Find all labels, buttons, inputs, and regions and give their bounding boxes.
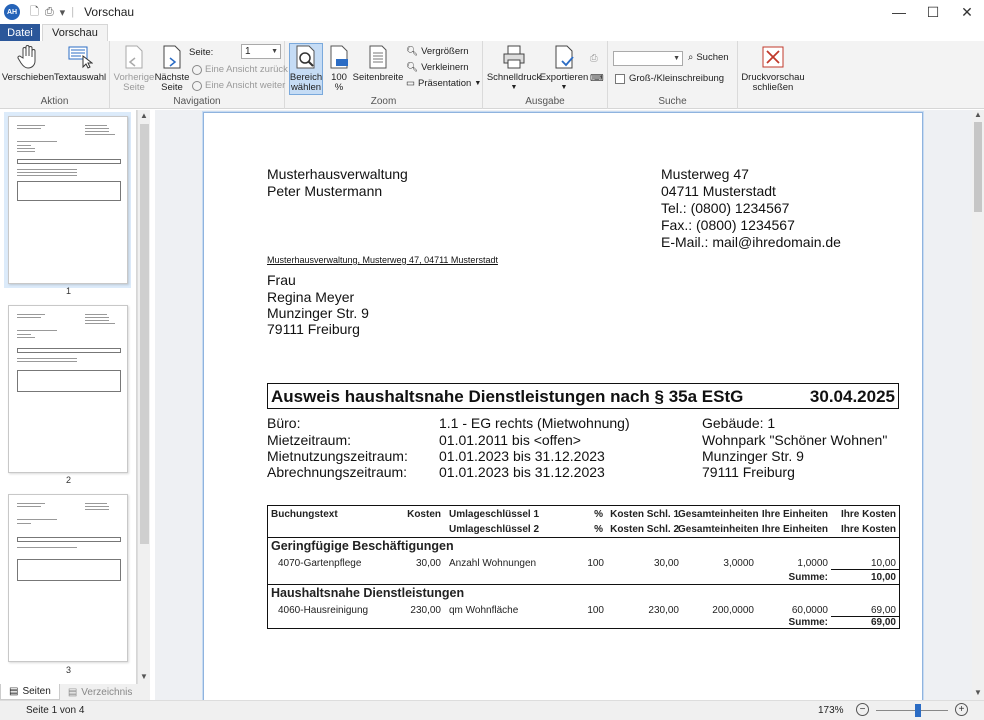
row-kosten-schl: 30,00: [653, 558, 679, 569]
quick-access-toolbar: 🗋 ⎙ ▾ |: [30, 3, 74, 22]
recipient-street: Munzinger Str. 9: [267, 305, 369, 321]
seite-label: Seite:: [189, 47, 214, 58]
preview-area[interactable]: [155, 110, 972, 700]
zoom-in-icon: 🔍︎: [406, 46, 419, 57]
printer-icon: [501, 44, 527, 70]
scroll-down-icon[interactable]: ▼: [974, 688, 982, 697]
print-icon[interactable]: ⎙: [44, 5, 54, 18]
section-title: Geringfügige Beschäftigungen: [271, 539, 454, 553]
group-label-aktion: Aktion: [40, 96, 69, 107]
seite-combo[interactable]: 1 ▼: [241, 44, 281, 59]
th-kosten: Kosten: [407, 509, 441, 520]
row-kosten: 30,00: [415, 558, 441, 569]
sender-name: Musterhausverwaltung: [267, 166, 408, 182]
window-title: Vorschau: [84, 5, 135, 19]
section-separator: [268, 584, 899, 585]
row-umlage: Anzahl Wohnungen: [449, 558, 537, 569]
vorherige-seite-button[interactable]: Vorherige Seite: [114, 44, 154, 93]
row-ihre-einheiten: 60,0000: [791, 605, 828, 616]
group-suche: [608, 41, 738, 109]
vergroessern-button[interactable]: 🔍︎ Vergrößern: [406, 46, 469, 57]
suchen-button[interactable]: ⌕ Suchen: [688, 52, 729, 63]
search-input[interactable]: [613, 51, 683, 66]
group-close: [738, 41, 808, 109]
page-width-icon: [365, 44, 391, 70]
row-kosten-schl: 230,00: [648, 605, 679, 616]
close-window-icon[interactable]: ✕: [961, 3, 973, 20]
row-gesamt: 3,0000: [723, 558, 754, 569]
info-value-mietzeitraum: 01.01.2011 bis <offen>: [439, 432, 581, 448]
toc-icon: ▤: [67, 686, 78, 698]
thumbnail-page-1[interactable]: [8, 116, 128, 284]
chevron-down-icon: ▼: [560, 84, 568, 91]
zoom-slider-track[interactable]: [876, 710, 948, 711]
qat-dropdown-icon[interactable]: ▾: [59, 6, 66, 19]
section-title: Haushaltsnahe Dienstleistungen: [271, 586, 465, 600]
info-object-street: Munzinger Str. 9: [702, 448, 804, 464]
th-kosten-schl2: Kosten Schl. 2: [610, 524, 679, 535]
th-percent2: %: [594, 524, 603, 535]
recipient-city: 79111 Freiburg: [267, 321, 360, 337]
scroll-up-icon[interactable]: ▲: [974, 110, 982, 119]
th-gesamt1: Gesamteinheiten: [678, 509, 759, 520]
schnelldruck-button[interactable]: Schnelldruck ▼: [487, 44, 541, 93]
chevron-down-icon: ▼: [271, 48, 278, 55]
new-document-icon[interactable]: 🗋: [30, 5, 39, 18]
seitenbreite-button[interactable]: Seitenbreite: [353, 44, 403, 83]
info-value-buero: 1.1 - EG rechts (Mietwohnung): [439, 415, 630, 431]
zoom-slider-knob[interactable]: [915, 704, 921, 717]
document-date: 30.04.2025: [809, 387, 895, 406]
window-controls: [882, 0, 984, 24]
sender-return-line: Musterhausverwaltung, Musterweg 47, 04711 Musterstadt: [267, 255, 498, 265]
sender-fax: Fax.: (0800) 1234567: [661, 217, 795, 233]
th-percent1: %: [594, 509, 603, 520]
row-buchungstext: 4070-Gartenpflege: [278, 558, 362, 569]
info-label-buero: Büro:: [267, 415, 301, 431]
scroll-thumb[interactable]: [974, 122, 982, 212]
chevron-down-icon: ▼: [510, 84, 518, 91]
status-bar: [0, 700, 984, 720]
text-select-icon: [67, 44, 93, 70]
row-umlage: qm Wohnfläche: [449, 605, 519, 616]
export-icon: [551, 44, 577, 70]
tab-vorschau[interactable]: Vorschau: [42, 24, 108, 41]
th-gesamt2: Gesamteinheiten: [678, 524, 759, 535]
sender-street: Musterweg 47: [661, 166, 749, 182]
info-object-city: 79111 Freiburg: [702, 464, 795, 480]
sender-tel: Tel.: (0800) 1234567: [661, 200, 790, 216]
title-bar: [0, 0, 984, 24]
row-percent: 100: [587, 558, 604, 569]
thumbnail-scrollbar[interactable]: [137, 110, 150, 684]
app-logo: AH: [4, 4, 20, 20]
textauswahl-button[interactable]: Textauswahl: [54, 44, 106, 83]
th-kosten-schl1: Kosten Schl. 1: [610, 509, 679, 520]
group-label-navigation: Navigation: [173, 96, 221, 107]
ansicht-weiter-button[interactable]: Eine Ansicht weiter: [192, 80, 285, 91]
hand-icon: [15, 44, 41, 70]
row-buchungstext: 4060-Hausreinigung: [278, 605, 369, 616]
row-ihre-kosten: 10,00: [870, 558, 896, 569]
info-label-mietzeitraum: Mietzeitraum:: [267, 432, 352, 448]
recipient-salutation: Frau: [267, 272, 296, 288]
sender-email: E-Mail.: mail@ihredomain.de: [661, 234, 841, 250]
row-kosten: 230,00: [410, 605, 441, 616]
thumbnail-number: 2: [65, 475, 71, 485]
sender-contact: Peter Mustermann: [267, 183, 383, 199]
checkbox-box[interactable]: [615, 74, 625, 84]
bereich-waehlen-button[interactable]: Bereich wählen: [289, 43, 323, 95]
recipient-name: Regina Meyer: [267, 289, 355, 305]
scroll-down-icon[interactable]: ▼: [140, 672, 148, 681]
ribbon: [0, 41, 984, 109]
document-page: [203, 112, 923, 700]
th-ihre-einheiten1: Ihre Einheiten: [761, 509, 828, 520]
ansicht-zurueck-button[interactable]: Eine Ansicht zurück: [192, 64, 288, 75]
pages-icon: ▤: [9, 686, 19, 697]
sum-rule: [831, 569, 899, 570]
next-page-icon: [159, 44, 185, 70]
group-label-suche: Suche: [658, 96, 687, 107]
row-gesamt: 200,0000: [712, 605, 754, 616]
zoom-out-icon: 🔍︎: [406, 62, 419, 73]
group-aktion: [0, 41, 110, 109]
thumbnail-number: 1: [65, 286, 71, 296]
row-ihre-kosten: 69,00: [870, 605, 896, 616]
th-umlage2: Umlageschlüssel 2: [449, 524, 540, 535]
header-separator: [268, 537, 899, 538]
binoculars-icon: ⌕: [688, 52, 694, 63]
info-wohnpark: Wohnpark "Schöner Wohnen": [702, 432, 888, 448]
info-value-mietnutzung: 01.01.2023 bis 31.12.2023: [439, 448, 605, 464]
exportieren-button[interactable]: Exportieren ▼: [540, 44, 588, 93]
zoom-plus-icon[interactable]: +: [955, 703, 968, 716]
close-preview-icon: [760, 44, 786, 70]
sender-city: 04711 Musterstadt: [661, 183, 776, 199]
preview-scrollbar[interactable]: [972, 110, 984, 700]
tab-datei[interactable]: Datei: [0, 24, 40, 41]
chevron-down-icon: ▼: [673, 55, 680, 62]
th-ihre-kosten1: Ihre Kosten: [840, 509, 896, 520]
tab-verzeichnis[interactable]: ▤ Verzeichnis: [67, 686, 133, 698]
th-umlage1: Umlageschlüssel 1: [449, 509, 540, 520]
info-value-abrechnung: 01.01.2023 bis 31.12.2023: [439, 464, 605, 480]
forward-icon: [192, 81, 202, 91]
group-label-ausgabe: Ausgabe: [525, 96, 565, 107]
praesentation-button[interactable]: ▭ Präsentation ▼: [406, 78, 482, 89]
group-zoom: [285, 41, 483, 109]
presentation-icon: ▭: [406, 78, 415, 89]
verkleinern-button[interactable]: 🔍︎ Verkleinern: [406, 62, 469, 73]
row-percent: 100: [587, 605, 604, 616]
page-setup-icon[interactable]: ⌨: [590, 73, 604, 84]
page-status: Seite 1 von 4: [26, 705, 85, 716]
info-label-abrechnung: Abrechnungszeitraum:: [267, 464, 408, 480]
thumbnail-page-2[interactable]: [8, 305, 128, 473]
zoom-minus-icon[interactable]: −: [856, 703, 869, 716]
summe-label: Summe:: [788, 617, 828, 628]
th-buchungstext: Buchungstext: [271, 509, 338, 520]
scroll-up-icon[interactable]: ▲: [140, 111, 148, 120]
info-gebaeude: Gebäude: 1: [702, 415, 776, 431]
previous-page-icon: [121, 44, 147, 70]
zoom-level: 173%: [818, 705, 844, 716]
zoom-100-button[interactable]: 100 %: [325, 44, 353, 93]
group-navigation: [110, 41, 288, 109]
group-ausgabe: [483, 41, 608, 109]
verschieben-button[interactable]: Verschieben: [4, 44, 52, 83]
print-small-icon[interactable]: ⎙: [590, 53, 598, 64]
cost-table: [267, 505, 900, 629]
scroll-thumb[interactable]: [140, 124, 149, 544]
thumbnail-panel: [0, 110, 137, 684]
thumbnail-number: 3: [65, 665, 71, 675]
minimize-icon[interactable]: —: [892, 4, 906, 20]
back-icon: [192, 65, 202, 75]
group-label-zoom: Zoom: [370, 96, 397, 107]
th-ihre-kosten2: Ihre Kosten: [840, 524, 896, 535]
tab-seiten[interactable]: ▤ Seiten: [0, 684, 60, 700]
maximize-icon[interactable]: ☐: [926, 3, 940, 20]
summe-value: 10,00: [870, 572, 896, 583]
summe-value: 69,00: [870, 617, 896, 628]
thumbnail-page-3[interactable]: [8, 494, 128, 662]
ribbon-tabs: [0, 24, 984, 41]
row-ihre-einheiten: 1,0000: [797, 558, 828, 569]
gross-klein-checkbox[interactable]: Groß-/Kleinschreibung: [615, 73, 724, 84]
document-title: Ausweis haushaltsnahe Dienstleistungen nach § 35a EStG: [271, 387, 744, 406]
page-100-icon: [326, 44, 352, 70]
th-ihre-einheiten2: Ihre Einheiten: [761, 524, 828, 535]
info-label-mietnutzung: Mietnutzungszeitraum:: [267, 448, 408, 464]
document-title-box: [267, 383, 899, 409]
summe-label: Summe:: [788, 572, 828, 583]
naechste-seite-button[interactable]: Nächste Seite: [154, 44, 190, 93]
zoom-area-icon: [293, 44, 319, 70]
druckvorschau-schliessen-button[interactable]: Druckvorschau schließen: [740, 44, 806, 93]
panel-tabs: [0, 684, 150, 700]
chevron-down-icon: ▼: [474, 80, 482, 87]
